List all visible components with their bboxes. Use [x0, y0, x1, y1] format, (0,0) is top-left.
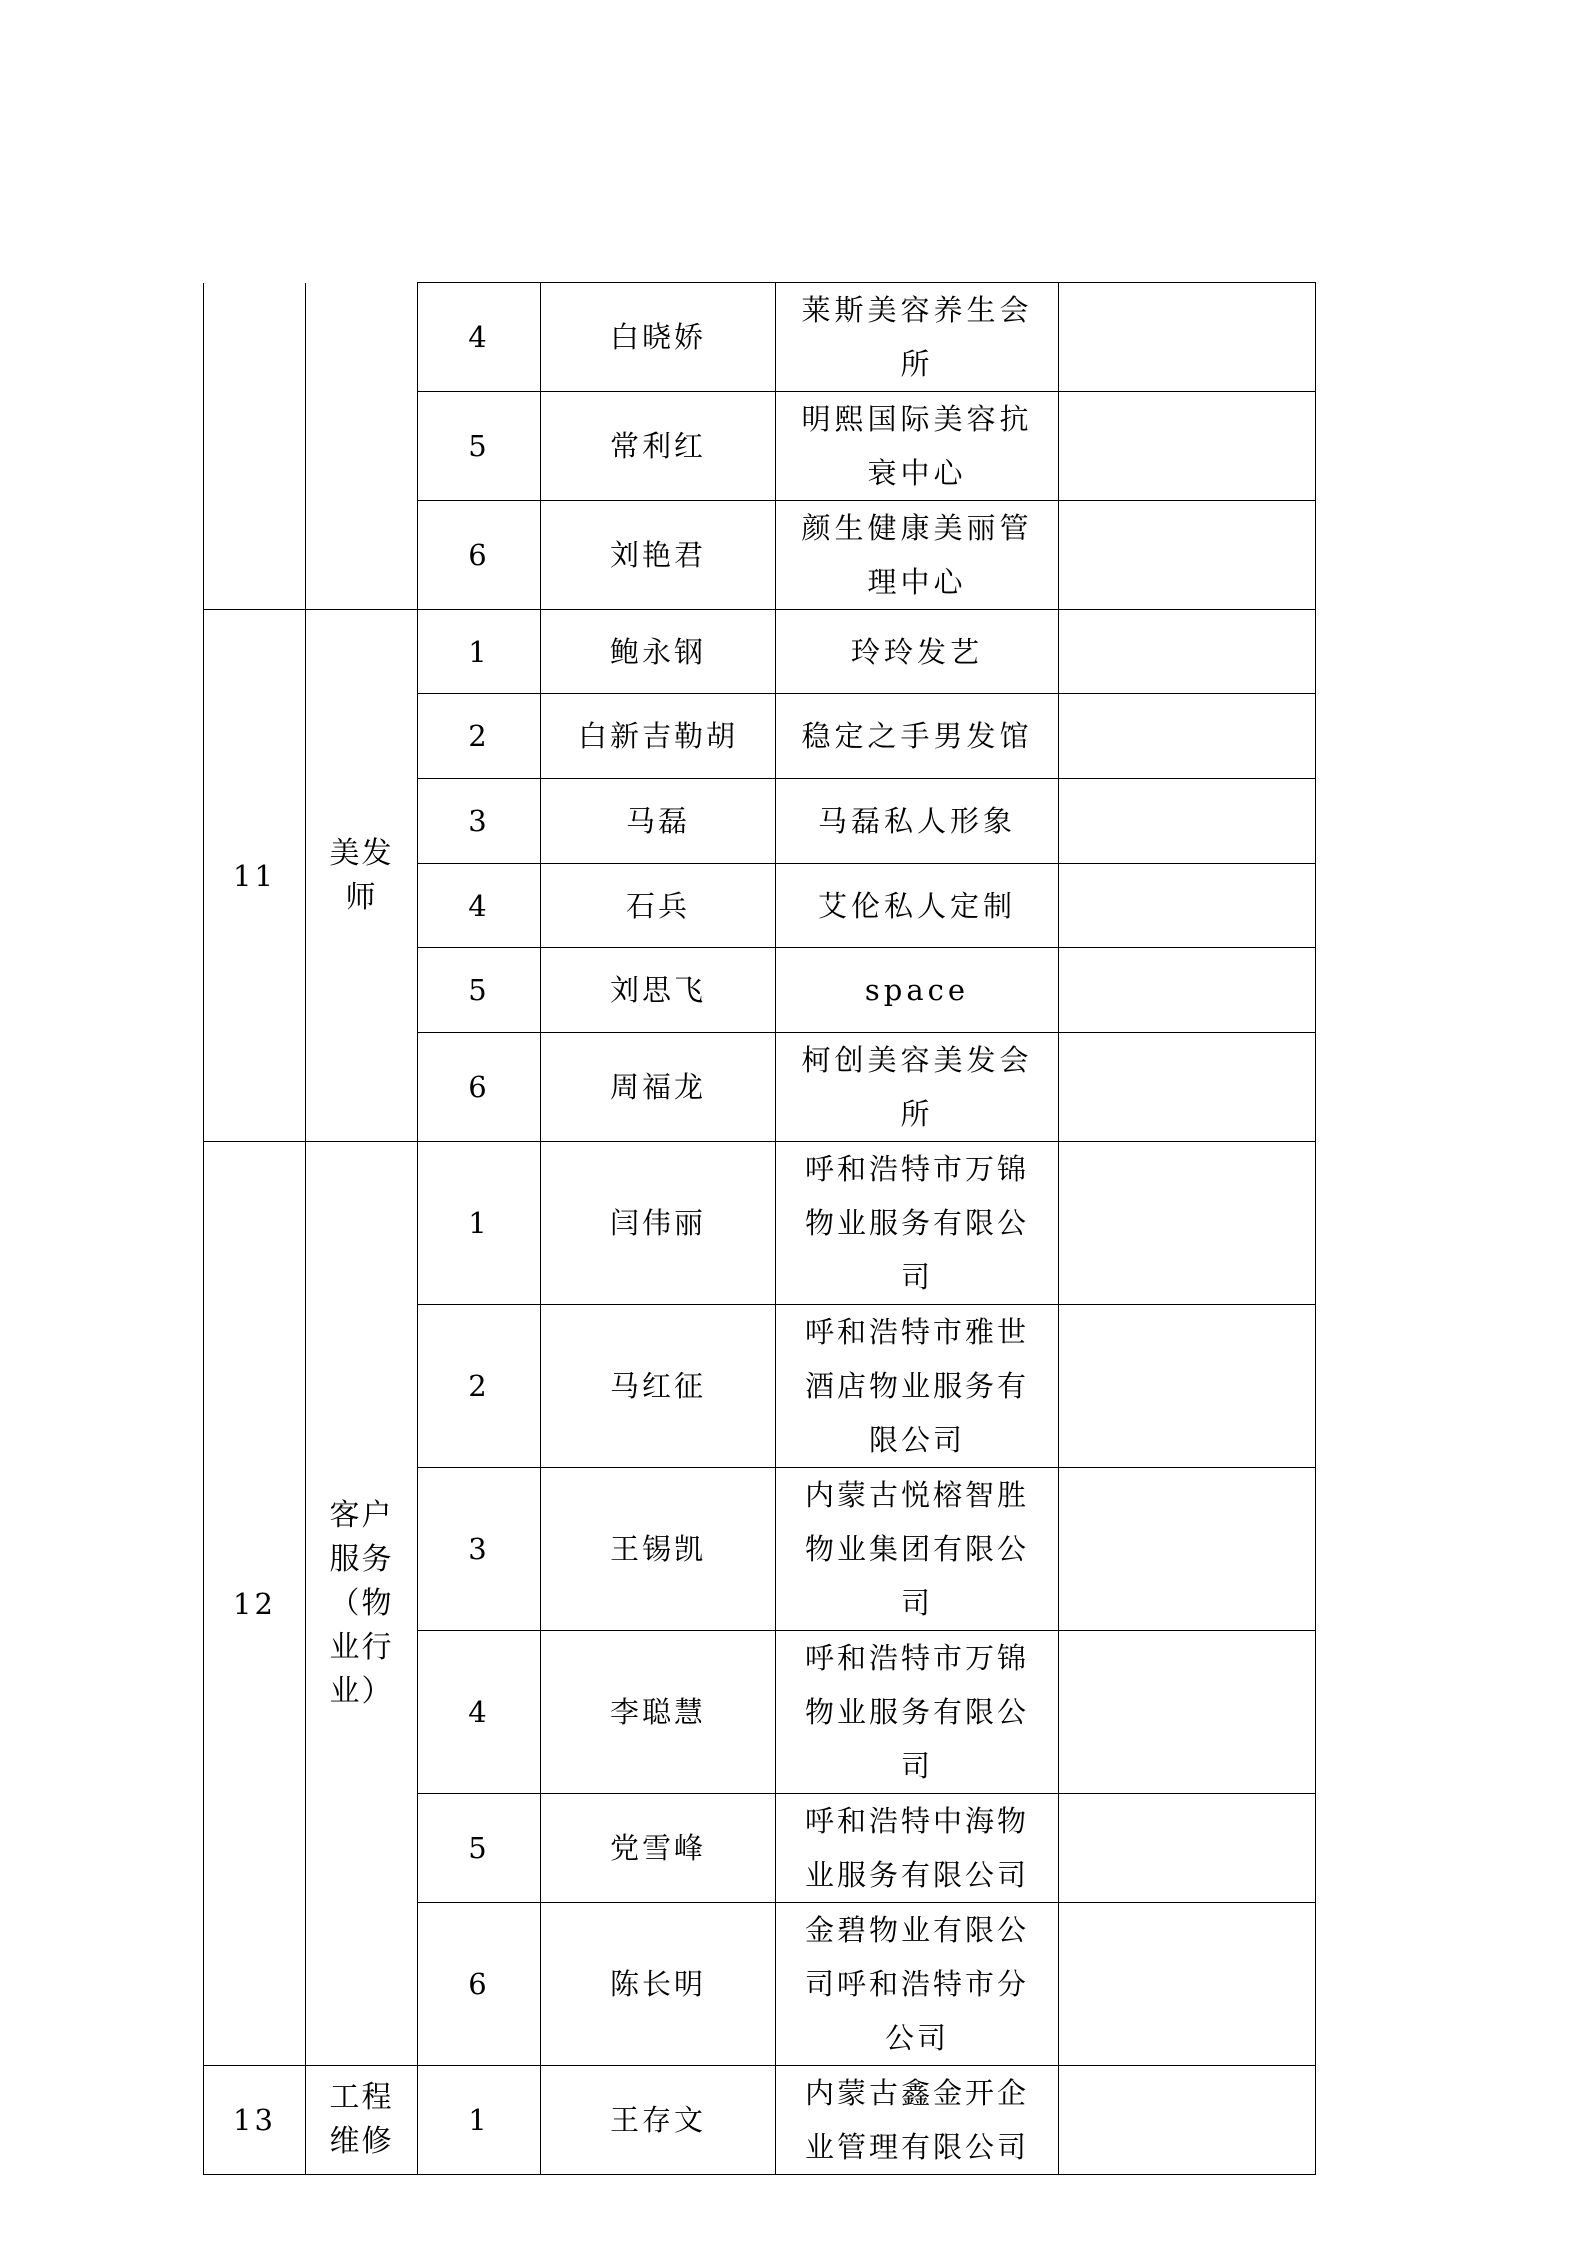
group-category-label: 工程维修 — [329, 2080, 394, 2159]
remark-cell — [1059, 392, 1316, 501]
table-row — [204, 1142, 1316, 1305]
seq-cell: 6 — [418, 501, 541, 610]
remark-cell — [1059, 283, 1316, 392]
group-category-cell — [306, 610, 418, 1142]
company-cell — [776, 501, 1059, 610]
remark-cell — [1059, 2066, 1316, 2175]
group-category-label: 美发师 — [329, 835, 394, 915]
name-cell: 常利红 — [541, 392, 776, 501]
group-category-cell — [306, 2066, 418, 2175]
seq-cell: 6 — [418, 1903, 541, 2066]
company-cell — [776, 694, 1059, 779]
seq-cell: 2 — [418, 694, 541, 779]
company-text: 内蒙古鑫金开企业管理有限公司 — [804, 2076, 1029, 2164]
company-text: 柯创美容美发会所 — [801, 1043, 1033, 1131]
seq-cell: 4 — [418, 864, 541, 948]
company-text: 莱斯美容养生会所 — [801, 293, 1033, 381]
company-cell — [776, 392, 1059, 501]
company-text: 稳定之手男发馆 — [801, 719, 1033, 753]
seq-cell: 1 — [418, 1142, 541, 1305]
name-cell: 刘思飞 — [541, 948, 776, 1033]
company-cell — [776, 2066, 1059, 2175]
company-cell — [776, 1794, 1059, 1903]
name-cell: 鲍永钢 — [541, 610, 776, 694]
name-cell: 闫伟丽 — [541, 1142, 776, 1305]
company-cell — [776, 1631, 1059, 1794]
seq-cell: 5 — [418, 948, 541, 1033]
group-category-cell — [306, 1142, 418, 2066]
company-text: 玲玲发艺 — [850, 634, 983, 669]
name-cell: 周福龙 — [541, 1033, 776, 1142]
remark-cell — [1059, 1033, 1316, 1142]
company-cell — [776, 610, 1059, 694]
remark-cell — [1059, 610, 1316, 694]
seq-cell: 5 — [418, 392, 541, 501]
company-text: 内蒙古悦榕智胜物业集团有限公司 — [804, 1478, 1029, 1620]
company-cell — [776, 1903, 1059, 2066]
seq-cell: 1 — [418, 610, 541, 694]
remark-cell — [1059, 1794, 1316, 1903]
remark-cell — [1059, 1468, 1316, 1631]
company-cell — [776, 283, 1059, 392]
company-text: 呼和浩特市万锦物业服务有限公司 — [804, 1152, 1029, 1294]
name-cell: 李聪慧 — [541, 1631, 776, 1794]
name-cell: 白晓娇 — [541, 283, 776, 392]
name-cell: 王锡凯 — [541, 1468, 776, 1631]
remark-cell — [1059, 779, 1316, 864]
company-text: 马磊私人形象 — [817, 804, 1016, 838]
seq-cell: 1 — [418, 2066, 541, 2175]
remark-cell — [1059, 948, 1316, 1033]
company-cell — [776, 779, 1059, 864]
company-text: 呼和浩特市雅世酒店物业服务有限公司 — [804, 1315, 1029, 1457]
name-cell: 石兵 — [541, 864, 776, 948]
group-number-cell: 13 — [204, 2066, 306, 2175]
name-cell: 马红征 — [541, 1305, 776, 1468]
remark-cell — [1059, 1142, 1316, 1305]
company-cell — [776, 1468, 1059, 1631]
group-category-label: 客户服务（物业行业） — [329, 1497, 394, 1709]
seq-cell: 3 — [418, 779, 541, 864]
name-cell: 马磊 — [541, 779, 776, 864]
company-text: 艾伦私人定制 — [817, 888, 1016, 923]
company-text: 金碧物业有限公司呼和浩特市分公司 — [804, 1913, 1029, 2055]
group-number-cell: 11 — [204, 610, 306, 1142]
seq-cell: 6 — [418, 1033, 541, 1142]
seq-cell: 4 — [418, 1631, 541, 1794]
company-text: space — [864, 973, 970, 1007]
remark-cell — [1059, 864, 1316, 948]
company-cell — [776, 1142, 1059, 1305]
table-row — [204, 283, 1316, 392]
company-cell — [776, 1305, 1059, 1468]
group-category-cell — [306, 283, 418, 610]
group-number-cell — [204, 283, 306, 610]
name-cell: 党雪峰 — [541, 1794, 776, 1903]
remark-cell — [1059, 1631, 1316, 1794]
name-cell: 白新吉勒胡 — [541, 694, 776, 779]
group-number-cell: 12 — [204, 1142, 306, 2066]
remark-cell — [1059, 1903, 1316, 2066]
company-cell — [776, 948, 1059, 1033]
company-text: 明熙国际美容抗衰中心 — [801, 402, 1033, 490]
name-cell: 刘艳君 — [541, 501, 776, 610]
table-row — [204, 610, 1316, 694]
remark-cell — [1059, 1305, 1316, 1468]
name-cell: 陈长明 — [541, 1903, 776, 2066]
company-text: 呼和浩特中海物业服务有限公司 — [804, 1804, 1029, 1892]
seq-cell: 2 — [418, 1305, 541, 1468]
remark-cell — [1059, 501, 1316, 610]
company-text: 颜生健康美丽管理中心 — [801, 511, 1033, 599]
company-cell — [776, 864, 1059, 948]
seq-cell: 5 — [418, 1794, 541, 1903]
company-text: 呼和浩特市万锦物业服务有限公司 — [804, 1641, 1029, 1783]
name-cell: 王存文 — [541, 2066, 776, 2175]
remark-cell — [1059, 694, 1316, 779]
award-list-table — [203, 282, 1316, 2175]
company-cell — [776, 1033, 1059, 1142]
seq-cell: 3 — [418, 1468, 541, 1631]
seq-cell: 4 — [418, 283, 541, 392]
table-row — [204, 2066, 1316, 2175]
